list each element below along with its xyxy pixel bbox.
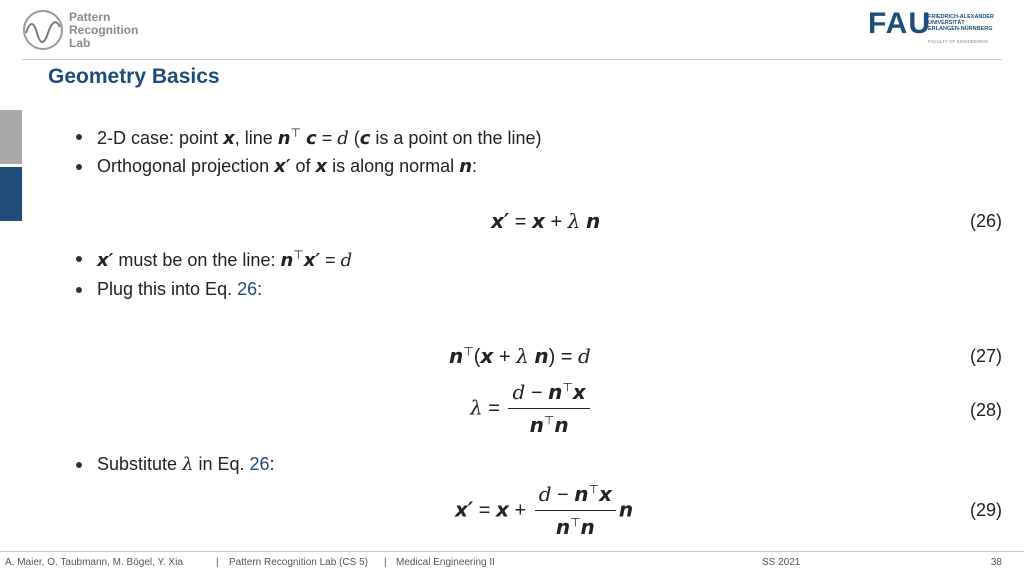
- header-divider: [22, 59, 1002, 60]
- fau-mark: FAU: [868, 7, 931, 40]
- bullet-dot: [76, 462, 82, 468]
- equation-29: x′ = x + $\frac{d - n^⊤x}{n^⊤n}$ n: [455, 482, 634, 539]
- equation-reference-link[interactable]: 26: [249, 454, 270, 474]
- footer-separator: |: [216, 557, 219, 568]
- equation-27: n⊤(x + λ n) = d: [449, 344, 591, 368]
- fau-faculty: FACULTY OF ENGINEERING: [928, 39, 989, 44]
- bullet-dot: [76, 256, 82, 262]
- footer-course: Medical Engineering II: [396, 557, 495, 568]
- pattern-recognition-lab-logo: [22, 9, 172, 55]
- footer-separator: |: [384, 557, 387, 568]
- lab-logo-text: Pattern Recognition Lab: [69, 10, 139, 50]
- footer-authors: A. Maier, O. Taubmann, M. Bögel, Y. Xia: [5, 557, 183, 568]
- bullet-dot: [76, 134, 82, 140]
- section-marker-active: [0, 167, 22, 221]
- equation-number: (27): [969, 346, 1002, 366]
- fau-logo: [868, 9, 998, 45]
- fraction: $\frac{d - n^⊤x}{n^⊤n}$: [508, 380, 589, 438]
- section-marker-inactive: [0, 110, 22, 164]
- footer-semester: SS 2021: [762, 557, 801, 568]
- slide-title: Geometry Basics: [48, 65, 220, 88]
- footer-lab: Pattern Recognition Lab (CS 5): [229, 557, 368, 568]
- bullet-dot: [76, 164, 82, 170]
- fau-name: FRIEDRICH-ALEXANDER UNIVERSITÄT ERLANGEN-NÜRNBERG: [928, 14, 994, 33]
- bullet-dot: [76, 287, 82, 293]
- equation-number: (26): [969, 211, 1002, 231]
- equation-number: (29): [969, 500, 1002, 520]
- page-number: 38: [990, 557, 1002, 568]
- fraction: $\frac{d - n^⊤x}{n^⊤n}$: [535, 482, 616, 540]
- footer-divider: [0, 551, 1024, 552]
- equation-reference-link[interactable]: 26: [237, 279, 258, 299]
- equation-28: λ = $\frac{d - n^⊤x}{n^⊤n}$: [470, 380, 593, 438]
- lab-logo-icon: [22, 9, 64, 51]
- equation-number: (28): [969, 400, 1002, 420]
- equation-26: x′ = x + λ n: [491, 209, 601, 233]
